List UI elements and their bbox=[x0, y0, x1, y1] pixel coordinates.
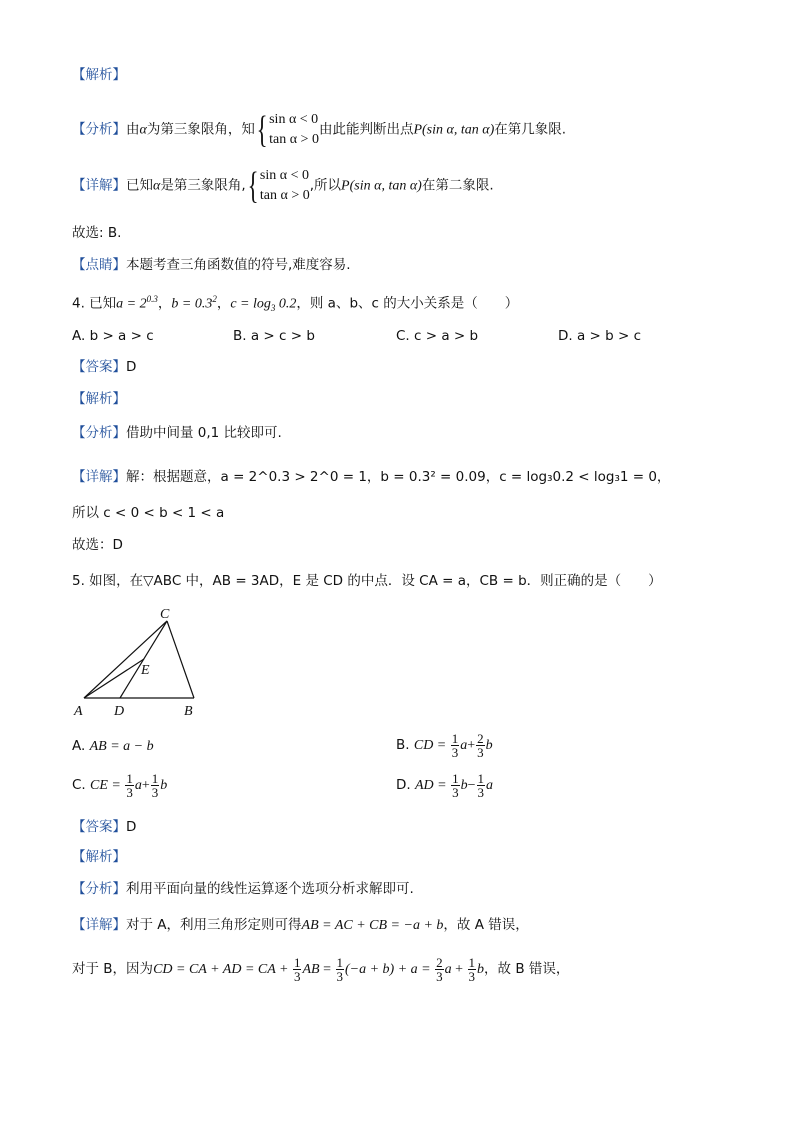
xiangjie-line1: 解：根据题意，a = 2^0.3 > 2^0 = 1，b = 0.3² = 0.09，c = log₃0.2 < log₃1 = 0， bbox=[126, 469, 671, 485]
text: 为第三象限角，知 bbox=[146, 121, 255, 138]
q5-option-d: D. AD = $\frac{1}{3}$ b− $\frac{1}{3}$ a bbox=[396, 771, 493, 800]
label-b: B bbox=[184, 704, 193, 719]
q4-option-a: A. b > a > c bbox=[72, 328, 154, 344]
text: 在第几象限. bbox=[494, 121, 567, 138]
inequality-system: sin α < 0 tan α > 0 bbox=[259, 168, 310, 203]
option-expr: AB = a − b bbox=[89, 739, 154, 754]
label-a: A bbox=[74, 704, 83, 719]
q4-xiangjie bbox=[72, 468, 670, 486]
c-sub: 3 bbox=[270, 303, 276, 314]
dianjing-text: 本题考查三角函数值的符号,难度容易. bbox=[126, 257, 351, 273]
point-expr: P(sin α, tan α) bbox=[413, 122, 495, 138]
option-label: D. bbox=[396, 777, 411, 793]
xiangjie-tag: 【详解】 bbox=[72, 177, 126, 194]
q5-stem: 5. 如图，在▽ABC 中，AB = 3AD，E 是 CD 的中点．设 CA = a，CB = b．则正确的是（ ） bbox=[72, 573, 662, 589]
q4-number: 4. 已知 bbox=[72, 295, 117, 312]
option-label: B. bbox=[396, 737, 410, 753]
text: 在第二象限. bbox=[421, 177, 494, 194]
text: ，故 A 错误， bbox=[443, 917, 529, 933]
text: 对于 B，因为 bbox=[72, 961, 154, 977]
q5-option-c: C. CE = $\frac{1}{3}$ a+ $\frac{1}{3}$ b bbox=[72, 771, 168, 800]
alpha: α bbox=[139, 122, 147, 138]
answer-tag: 【答案】 bbox=[72, 819, 126, 835]
text: 对于 A，利用三角形定则可得 bbox=[126, 917, 302, 933]
left-brace: { bbox=[256, 109, 268, 151]
q4-answer bbox=[72, 358, 136, 376]
answer-value: D bbox=[126, 359, 137, 375]
text: 由此能判断出点 bbox=[318, 121, 414, 138]
option-expr: CE = bbox=[90, 778, 125, 793]
b-expr: b = 0.3 bbox=[171, 296, 213, 312]
dianjing-q3 bbox=[72, 256, 351, 274]
point-expr: P(sin α, tan α) bbox=[341, 178, 422, 194]
guxuan-q3: 故选: B. bbox=[72, 225, 122, 241]
q4-jiexi-tag: 【解析】 bbox=[72, 391, 126, 407]
triangle-figure bbox=[70, 605, 210, 720]
c-expr: c = log bbox=[230, 296, 271, 312]
fenxi-text: 借助中间量 0,1 比较即可. bbox=[126, 425, 282, 441]
segment-ae bbox=[84, 659, 144, 698]
label-c: C bbox=[160, 607, 170, 622]
text: 是第三象限角, bbox=[160, 177, 246, 194]
answer-value: D bbox=[126, 819, 137, 835]
q5-fenxi bbox=[72, 880, 414, 898]
inequality-system: sin α < 0 tan α > 0 bbox=[269, 112, 319, 147]
jiexi-tag-q3: 【解析】 bbox=[72, 67, 126, 83]
a-exp: 0.3 bbox=[146, 294, 158, 304]
fenxi-tag: 【分析】 bbox=[72, 425, 126, 441]
q4-stem-post: ，则 a、b、c 的大小关系是（ ） bbox=[296, 295, 519, 312]
q4-stem: 4. 已知$a = 2^{0.3}$，$b = 0.3^2$，$c = \log_3 0.2$，则 a、b、c 的大小关系是（ ） bbox=[72, 294, 519, 314]
xiangjie-tag: 【详解】 bbox=[72, 917, 126, 933]
dianjing-tag: 【点睛】 bbox=[72, 257, 126, 273]
q4-option-b: B. a > c > b bbox=[233, 328, 315, 344]
option-label: C. bbox=[72, 777, 86, 793]
text: 由 bbox=[126, 121, 140, 138]
q5-answer bbox=[72, 818, 136, 836]
q5-xiangjie-line1 bbox=[72, 916, 529, 935]
q5-option-a bbox=[72, 738, 154, 755]
q4-option-d: D. a > b > c bbox=[558, 328, 642, 344]
q5-option-b: B. CD = $\frac{1}{3}$ a+ $\frac{2}{3}$ b bbox=[396, 731, 493, 760]
text: 已知 bbox=[126, 177, 153, 194]
q4-guxuan: 故选：D bbox=[72, 537, 123, 553]
option-expr: CD = bbox=[413, 738, 450, 753]
side-cb bbox=[167, 621, 194, 698]
vector-expr: CD = CA + AD = CA + bbox=[153, 962, 292, 977]
answer-tag: 【答案】 bbox=[72, 359, 126, 375]
fenxi-tag: 【分析】 bbox=[72, 881, 126, 897]
q4-fenxi bbox=[72, 424, 282, 442]
xiangjie-tag: 【详解】 bbox=[72, 469, 126, 485]
label-d: D bbox=[114, 704, 125, 719]
label-e: E bbox=[141, 663, 150, 678]
text: ,所以 bbox=[309, 177, 342, 194]
fenxi-tag: 【分析】 bbox=[72, 121, 126, 138]
xiangjie-q3 bbox=[72, 166, 494, 206]
a-expr: a = 2 bbox=[116, 296, 147, 312]
fenxi-text: 利用平面向量的线性运算逐个选项分析求解即可. bbox=[126, 881, 414, 897]
option-expr: AD = bbox=[414, 778, 451, 793]
q4-option-c: C. c > a > b bbox=[396, 328, 479, 344]
alpha: α bbox=[153, 178, 161, 194]
side-ac bbox=[84, 621, 167, 698]
fenxi-q3 bbox=[72, 110, 566, 150]
vector-expr: AB = AC + CB = −a + b bbox=[301, 918, 444, 933]
c-tail: 0.2 bbox=[275, 296, 297, 312]
q4-xiangjie-line2: 所以 c < 0 < b < 1 < a bbox=[72, 505, 225, 521]
left-brace: { bbox=[247, 165, 259, 207]
q5-xiangjie-line2: 对于 B，因为CD = CA + AD = CA + $\frac{1}{3}$ AB = $\frac{1}{3}$ (−a + b) + a = $\frac{2}{3}$ a + $\frac{1}{3}$ b，故 B 错误， bbox=[72, 955, 570, 984]
option-label: A. bbox=[72, 738, 86, 754]
text: ，故 B 错误， bbox=[484, 961, 570, 977]
b-exp: 2 bbox=[212, 294, 217, 304]
q5-jiexi-tag: 【解析】 bbox=[72, 849, 126, 865]
